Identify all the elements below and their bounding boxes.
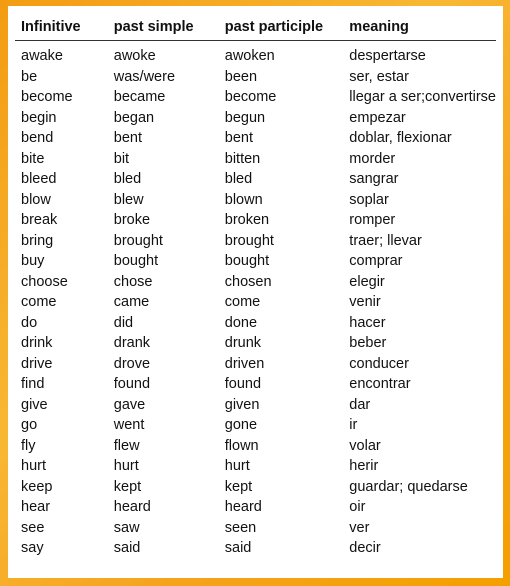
cell-meaning: elegir [349,273,385,290]
cell-past-simple: hurt [113,458,139,475]
cell-past-participle: chosen [224,273,272,290]
cell-past-participle: come [224,294,261,311]
cell-infinitive: find [21,376,45,393]
cell-infinitive: bring [21,232,54,249]
table-row [15,128,496,149]
cell-past-simple: bent [113,130,142,147]
cell-past-participle: given [224,396,260,413]
cell-infinitive: fly [21,437,36,454]
cell-past-participle: heard [224,499,262,516]
cell-past-simple: awoke [113,48,156,65]
cell-infinitive: become [21,89,73,106]
cell-past-simple: found [113,376,151,393]
cell-past-participle: become [224,89,277,106]
cell-past-participle: brought [224,232,274,249]
table-row [15,497,496,518]
cell-meaning: ir [349,417,358,434]
cell-past-participle: drunk [224,335,262,352]
cell-past-simple: became [113,89,166,106]
table-row [15,272,496,293]
cell-past-participle: awoken [224,48,275,65]
cell-past-participle: bought [224,253,270,270]
cell-meaning: empezar [349,109,406,126]
cell-meaning: encontrar [349,376,411,393]
cell-infinitive: awake [21,48,63,65]
cell-meaning: hacer [349,314,386,331]
table-row [15,518,496,539]
table-row [15,108,496,129]
cell-meaning: beber [349,335,387,352]
cell-past-participle: hurt [224,458,250,475]
cell-infinitive: hurt [21,458,46,475]
table-row [15,149,496,170]
irregular-verbs-table [15,13,496,559]
cell-infinitive: see [21,519,45,536]
cell-meaning: dar [349,396,371,413]
header-past-participle: past participle [219,13,344,41]
table-row [15,538,496,559]
cell-past-simple: went [113,417,145,434]
cell-past-simple: heard [113,499,151,516]
cell-past-participle: bent [224,130,253,147]
cell-meaning: comprar [349,253,403,270]
cell-past-participle: gone [224,417,258,434]
table-row [15,354,496,375]
cell-meaning: volar [349,437,381,454]
table-row [15,231,496,252]
cell-past-simple: came [113,294,150,311]
table-row [15,87,496,108]
cell-past-simple: saw [113,519,140,536]
cell-infinitive: bite [21,150,45,167]
verb-table-card [8,6,503,578]
table-row [15,374,496,395]
cell-past-participle: blown [224,191,263,208]
cell-past-participle: bitten [224,150,261,167]
cell-meaning: conducer [349,355,409,372]
cell-meaning: decir [349,540,381,557]
cell-infinitive: choose [21,273,68,290]
table-row [15,169,496,190]
cell-meaning: guardar; quedarse [349,478,468,495]
cell-past-simple: flew [113,437,140,454]
cell-infinitive: buy [21,253,45,270]
cell-infinitive: bleed [21,171,57,188]
cell-past-simple: bit [113,150,130,167]
cell-past-simple: chose [113,273,153,290]
cell-past-simple: was/were [113,68,176,85]
table-row [15,313,496,334]
cell-infinitive: begin [21,109,57,126]
table-row [15,477,496,498]
cell-past-participle: kept [224,478,253,495]
table-header-row [15,13,496,41]
cell-infinitive: blow [21,191,51,208]
table-row [15,292,496,313]
cell-past-simple: drank [113,335,151,352]
table-row [15,333,496,354]
cell-past-participle: begun [224,109,266,126]
table-row [15,210,496,231]
cell-infinitive: bend [21,130,54,147]
cell-past-simple: bought [113,253,159,270]
cell-meaning: venir [349,294,381,311]
table-row [15,190,496,211]
cell-past-simple: drove [113,355,151,372]
cell-infinitive: keep [21,478,53,495]
header-past-simple: past simple [108,13,219,41]
header-meaning: meaning [343,13,496,41]
cell-past-simple: kept [113,478,142,495]
cell-infinitive: say [21,540,44,557]
cell-infinitive: drive [21,355,53,372]
cell-past-simple: brought [113,232,163,249]
cell-meaning: llegar a ser;convertirse [349,89,496,106]
cell-meaning: ver [349,519,370,536]
header-infinitive: Infinitive [15,13,108,41]
table-row [15,456,496,477]
cell-infinitive: hear [21,499,51,516]
cell-meaning: doblar, flexionar [349,130,452,147]
cell-past-participle: found [224,376,262,393]
cell-meaning: morder [349,150,396,167]
cell-meaning: romper [349,212,396,229]
cell-infinitive: do [21,314,38,331]
table-row [15,67,496,88]
cell-meaning: sangrar [349,171,399,188]
table-body [15,41,496,559]
cell-meaning: oir [349,499,366,516]
cell-meaning: soplar [349,191,389,208]
cell-past-participle: broken [224,212,270,229]
cell-past-participle: done [224,314,258,331]
cell-infinitive: give [21,396,48,413]
cell-past-simple: gave [113,396,146,413]
cell-past-simple: did [113,314,134,331]
cell-infinitive: go [21,417,38,434]
cell-infinitive: come [21,294,57,311]
cell-meaning: despertarse [349,48,426,65]
cell-past-participle: said [224,540,252,557]
table-row [15,436,496,457]
cell-past-participle: seen [224,519,257,536]
cell-past-participle: been [224,68,258,85]
table-row [15,415,496,436]
table-row [15,395,496,416]
cell-past-participle: bled [224,171,253,188]
cell-infinitive: break [21,212,58,229]
cell-meaning: herir [349,458,379,475]
cell-past-simple: broke [113,212,151,229]
cell-past-participle: flown [224,437,259,454]
cell-infinitive: be [21,68,38,85]
cell-past-participle: driven [224,355,265,372]
cell-past-simple: blew [113,191,144,208]
table-row [15,41,496,67]
cell-meaning: ser, estar [349,68,409,85]
cell-meaning: traer; llevar [349,232,422,249]
cell-infinitive: drink [21,335,53,352]
cell-past-simple: bled [113,171,142,188]
cell-past-simple: said [113,540,141,557]
table-row [15,251,496,272]
cell-past-simple: began [113,109,155,126]
